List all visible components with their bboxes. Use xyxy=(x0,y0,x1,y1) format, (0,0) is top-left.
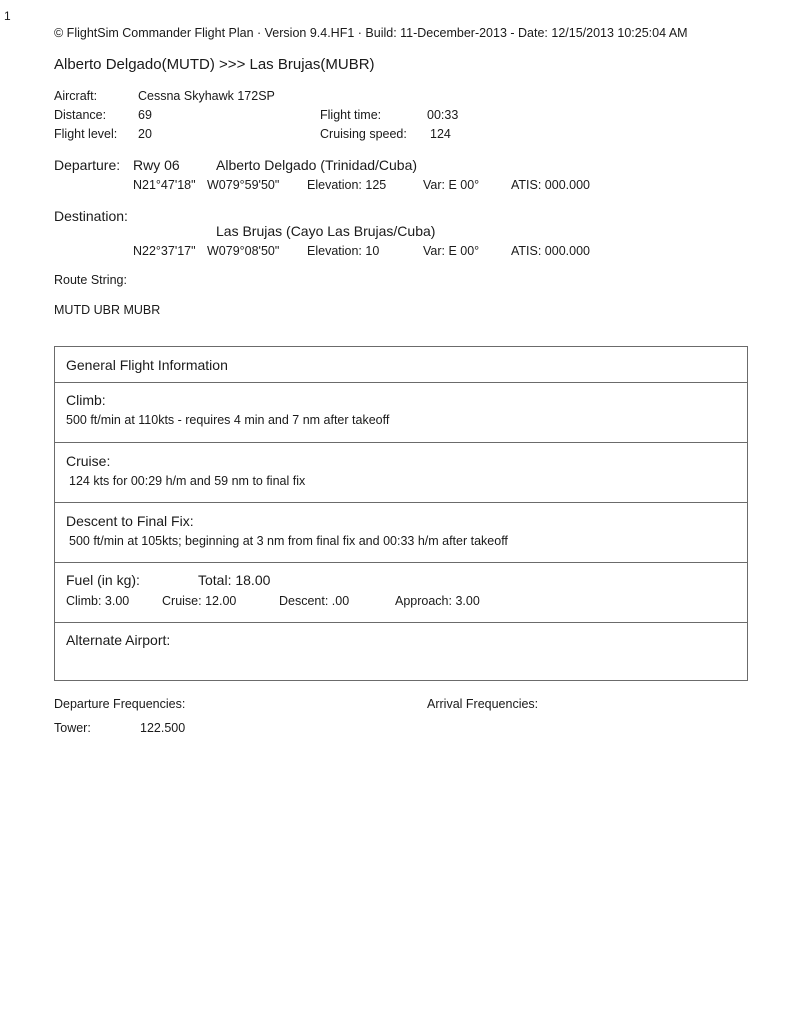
alternate-airport-row xyxy=(55,623,747,680)
fuel-total: Total: 18.00 xyxy=(198,572,271,588)
descent-row xyxy=(55,503,747,563)
page-number: 1 xyxy=(4,9,11,23)
climb-title: Climb: xyxy=(66,392,106,408)
destination-airport: Las Brujas (Cayo Las Brujas/Cuba) xyxy=(216,223,436,239)
departure-frequencies-label: Departure Frequencies: xyxy=(54,697,186,711)
fuel-climb: Climb: 3.00 xyxy=(66,594,130,608)
general-flight-info-box xyxy=(54,346,748,681)
flight-level-label: Flight level: xyxy=(54,127,118,141)
departure-atis: ATIS: 000.000 xyxy=(511,178,590,192)
fuel-row xyxy=(55,563,747,623)
cruise-row xyxy=(55,443,747,503)
climb-row xyxy=(55,383,747,443)
destination-longitude: W079°08'50" xyxy=(207,244,280,258)
departure-runway: Rwy 06 xyxy=(133,157,180,173)
climb-text: 500 ft/min at 110kts - requires 4 min and 7 nm after takeoff xyxy=(66,413,390,427)
document-header: © FlightSim Commander Flight Plan · Version 9.4.HF1 · Build: 11-December-2013 - Date: 12/15/2013 10:25:04 AM xyxy=(54,26,688,40)
cruising-speed-label: Cruising speed: xyxy=(320,127,407,141)
route-string-label: Route String: xyxy=(54,273,127,287)
departure-elevation: Elevation: 125 xyxy=(307,178,387,192)
destination-atis: ATIS: 000.000 xyxy=(511,244,590,258)
tower-label: Tower: xyxy=(54,721,91,735)
arrival-frequencies-label: Arrival Frequencies: xyxy=(427,697,539,711)
route-string-value: MUTD UBR MUBR xyxy=(54,303,161,317)
departure-variation: Var: E 00° xyxy=(423,178,480,192)
descent-title: Descent to Final Fix: xyxy=(66,513,194,529)
aircraft-label: Aircraft: xyxy=(54,89,98,103)
flight-level-value: 20 xyxy=(138,127,152,141)
fuel-title: Fuel (in kg): xyxy=(66,572,140,588)
flight-time-value: 00:33 xyxy=(427,108,459,122)
departure-label: Departure: xyxy=(54,157,121,173)
fuel-cruise: Cruise: 12.00 xyxy=(162,594,237,608)
aircraft-value: Cessna Skyhawk 172SP xyxy=(138,89,275,103)
destination-variation: Var: E 00° xyxy=(423,244,480,258)
destination-latitude: N22°37'17" xyxy=(133,244,196,258)
flight-time-label: Flight time: xyxy=(320,108,382,122)
tower-frequency: 122.500 xyxy=(140,721,186,735)
departure-longitude: W079°59'50" xyxy=(207,178,280,192)
general-info-title: General Flight Information xyxy=(66,357,228,373)
general-info-header-row xyxy=(55,347,747,383)
descent-text: 500 ft/min at 105kts; beginning at 3 nm from final fix and 00:33 h/m after takeoff xyxy=(69,534,508,548)
cruising-speed-value: 124 xyxy=(430,127,451,141)
departure-latitude: N21°47'18" xyxy=(133,178,196,192)
cruise-title: Cruise: xyxy=(66,453,111,469)
departure-airport: Alberto Delgado (Trinidad/Cuba) xyxy=(216,157,418,173)
destination-elevation: Elevation: 10 xyxy=(307,244,380,258)
cruise-text: 124 kts for 00:29 h/m and 59 nm to final fix xyxy=(69,474,306,488)
fuel-descent: Descent: .00 xyxy=(279,594,350,608)
fuel-approach: Approach: 3.00 xyxy=(395,594,480,608)
destination-label: Destination: xyxy=(54,208,128,224)
distance-label: Distance: xyxy=(54,108,107,122)
distance-value: 69 xyxy=(138,108,152,122)
alternate-airport-title: Alternate Airport: xyxy=(66,632,171,648)
route-title: Alberto Delgado(MUTD) >>> Las Brujas(MUBR) xyxy=(54,56,375,73)
